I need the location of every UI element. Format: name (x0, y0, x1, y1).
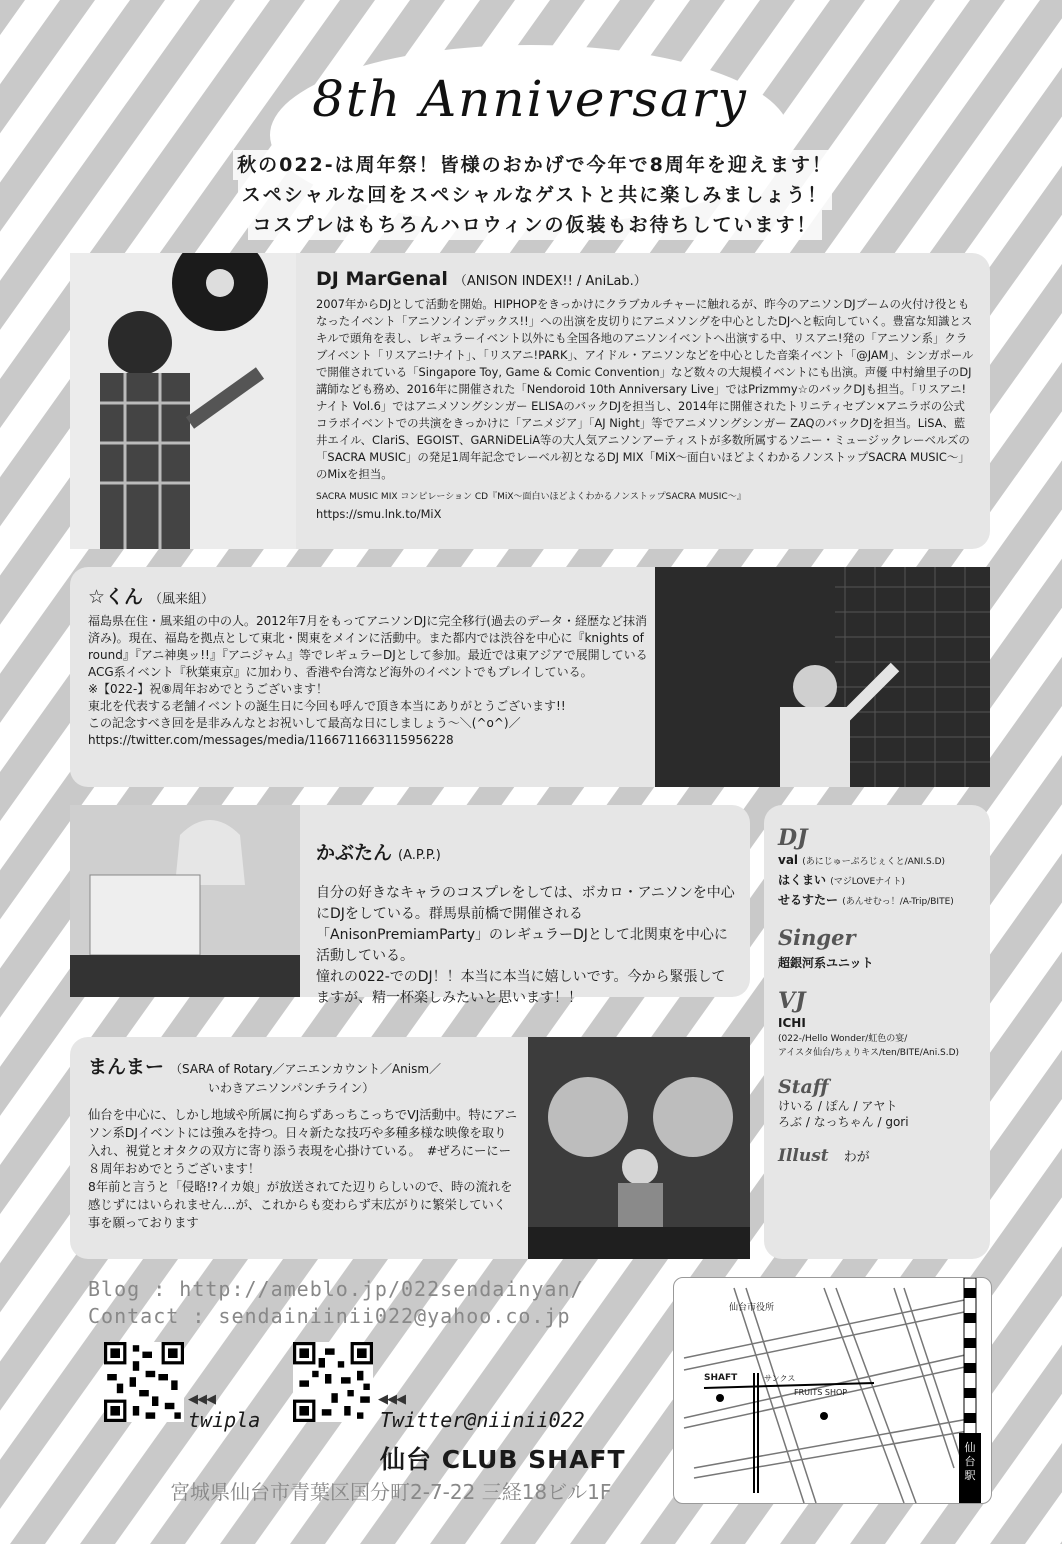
map-shaft-label: SHAFT (704, 1373, 738, 1383)
singer-name: 超銀河系ユニット (778, 956, 874, 970)
twitter-arrow-icon: ◀◀◀ (378, 1392, 405, 1407)
kabutan-photo (70, 805, 300, 997)
kabutan-text (316, 838, 736, 1009)
staff-line-1: けいる / ぽん / アヤト (778, 1099, 898, 1113)
kun-message-3: この記念すべき回を是非みんなとお祝いして最高な日にしましょう～＼(^o^)／ (88, 716, 521, 730)
intro-line-3: コスプレはもちろんハロウィンの仮装もお待ちしています！ (248, 210, 821, 240)
dj-item-1: val (あにじゅーぷろじぇくと/ANI.S.D) (778, 853, 946, 867)
vj-note-1: (022-/Hello Wonder/虹色の宴/ (778, 1034, 908, 1044)
intro-line-1: 秋の022-は周年祭！皆様のおかげで今年で8周年を迎えます！ (233, 150, 837, 180)
map-station-label: 仙台駅 (964, 1441, 976, 1482)
kabutan-message: 憧れの022-でのDJ！！本当に本当に嬉しいです。今から緊張してますが、精一杯楽しみたいと思います！！ (316, 969, 726, 1006)
intro-line-2: スペシャルな回をスペシャルなゲストと共に楽しみましょう！ (238, 180, 832, 210)
twipla-qr-code[interactable] (104, 1342, 184, 1422)
kun-message-1: ※【022-】祝⑧周年おめでとうございます！ (88, 682, 329, 696)
dj-heading: DJ (778, 825, 808, 851)
margenal-photo (70, 253, 296, 549)
twitter-label: Twitter@niinii022 (380, 1408, 585, 1432)
margenal-link[interactable]: https://smu.lnk.to/MiX (316, 507, 442, 521)
kun-name: ☆くん (88, 586, 144, 608)
vj-note-2: アイスタ仙台/ちぇりキス/ten/BITE/Ani.S.D) (778, 1048, 960, 1058)
kabutan-bio: 自分の好きなキャラのコスプレをしては、ボカロ・アニソンを中心にDJをしている。群馬県前橋で開催される「AnisonPremiamParty」のレギュラーDJとして北関東を中心に活動している。 (316, 885, 735, 964)
manma-bio: 仙台を中心に、しかし地域や所属に拘らずあっちこっちでVJ活動中。特にアニソン系DJイベントには強みを持つ。日々新たな技巧や多種多様な映像を取り入れ、視覚とオタクの双方に寄り添う表現を心掛けている。 #ぜろにーにー８周年おめでとうございます！ (88, 1108, 518, 1176)
staff-heading: Staff (778, 1076, 829, 1098)
kun-affiliation: （風来組） (149, 592, 215, 607)
dj-item-3: せるすたー (あんせむっ！/A-Trip/BITE) (778, 893, 954, 907)
intro-text (120, 150, 950, 240)
map-city-hall-label: 仙台市役所 (729, 1303, 775, 1313)
illust-heading: Illust (778, 1146, 829, 1166)
illust-name: わが (843, 1150, 870, 1165)
vj-heading: VJ (778, 988, 806, 1014)
margenal-bio: 2007年からDJとして活動を開始。HIPHOPをきっかけにクラブカルチャーに触れるが、昨今のアニソンDJブームの火付け役ともなったイベント「アニソンインデックス!!」への出演を皮切りにアニメソングを中心としたDJへと転向していく。豊富な知識とスキルで頭角を表し、レギュラーイベント以外にも全国各地のアニソンイベントへ出演する中、リスアニ!発の「アニソン系」クラブイベント「リスアニ!ナイト」、「リスアニ!PARK」、アイドル・アニソンなどを中心とした音楽イベント「@JAM」、シンガポールで開催されている「Singapore Toy, Game & Comic Convention」など数々の大規模イベントにも出演。声優 中村繪里子のDJ講師なども務め、2016年に開催された「Nendoroid 10th Anniversary Live」ではPrizmmy☆のバックDJも担当。「リスアニ!ナイト Vol.6」ではアニメソングシンガー ELISAのバックDJを担当し、2014年に開催されたトリニティセブン×アニラボの公式コラボイベントでの共演をきっかけに「アニメジア」「AJ Night」等でアニメソングシンガー ZAQのバックDJを担当。LiSA、藍井エイル、ClariS、EGOIST、GARNiDELiA等の大人気アニソンアーティストが多数所属するソニー・ミュージックレーベルズの「SACRA MUSIC」の発足1周年記念でレーベル初となるDJ MIX「MiX～面白いほどよくわかるノンストップSACRA MUSIC～」のMixを担当。 (316, 297, 974, 481)
map-fruits-label: FRUITS SHOP (794, 1388, 848, 1397)
manma-message: 8年前と言うと「侵略!?イカ娘」が放送されてた辺りらしいので、時の流れを感じずにはいられません…が、これからも変わらず末広がりに繁栄していく事を願っております (88, 1180, 513, 1230)
anniversary-title: 8th Anniversary (312, 70, 748, 128)
manma-affiliation-1: （SARA of Rotary／アニエンカウント／Anism／ (170, 1062, 442, 1076)
margenal-text (316, 268, 976, 523)
kun-text (88, 582, 648, 749)
kun-bio: 福島県在住・風来組の中の人。2012年7月をもってアニソンDJに完全移行(過去のデータ・経歴など抹消済み)。現在、福島を拠点として東北・関東をメインに活動中。また都内では渋谷を中心に『knights of round』『アニ神奥ッ!!』『アニジャム』等でレギュラーDJとして参加。最近では東アジアで展開しているACG系イベント『秋葉東京』に加わり、香港や台湾など海外のイベントでもプレイしている。 (88, 614, 648, 679)
kabutan-name: かぶたん (316, 842, 393, 864)
venue-address: 宮城県仙台市青葉区国分町2-7-22 三経18ビル1F (170, 1480, 612, 1504)
margenal-cd-note: SACRA MUSIC MIX コンピレーション CD『MiX～面白いほどよくわかるノンストップSACRA MUSIC～』 (316, 492, 746, 502)
staff-line-2: ろぶ / なっちゃん / gori (778, 1115, 909, 1129)
blog-url[interactable]: Blog : http://ameblo.jp/022sendainyan/ (88, 1277, 584, 1301)
kun-link[interactable]: https://twitter.com/messages/media/1166711663115956228 (88, 733, 454, 747)
margenal-name: DJ MarGenal (316, 268, 448, 290)
access-map[interactable] (673, 1277, 992, 1504)
lineup-panel (764, 805, 990, 1259)
twitter-qr-code[interactable] (293, 1342, 373, 1422)
manma-affiliation-2: いわきアニソンパンチライン） (208, 1081, 375, 1095)
manma-text (88, 1052, 518, 1232)
contact-email[interactable]: Contact : sendainiinii022@yahoo.co.jp (88, 1304, 571, 1328)
twipla-arrow-icon: ◀◀◀ (188, 1392, 215, 1407)
title-block (300, 70, 760, 160)
vj-name: ICHI (778, 1016, 806, 1030)
kabutan-affiliation: (A.P.P.) (398, 848, 441, 863)
twipla-label: twipla (188, 1408, 261, 1432)
manma-name: まんまー (88, 1056, 165, 1078)
singer-heading: Singer (778, 925, 856, 950)
dj-item-2: はくまい (マジLOVEナイト) (778, 873, 906, 887)
map-sunkus-label: サンクス (764, 1374, 796, 1383)
kun-photo (655, 567, 990, 787)
margenal-affiliation: （ANISON INDEX!! / AniLab.） (453, 274, 647, 289)
manma-photo (528, 1037, 750, 1259)
venue-name: 仙台 CLUB SHAFT (380, 1445, 626, 1474)
kun-message-2: 東北を代表する老舗イベントの誕生日に今回も呼んで頂き本当にありがとうございます!! (88, 699, 566, 713)
